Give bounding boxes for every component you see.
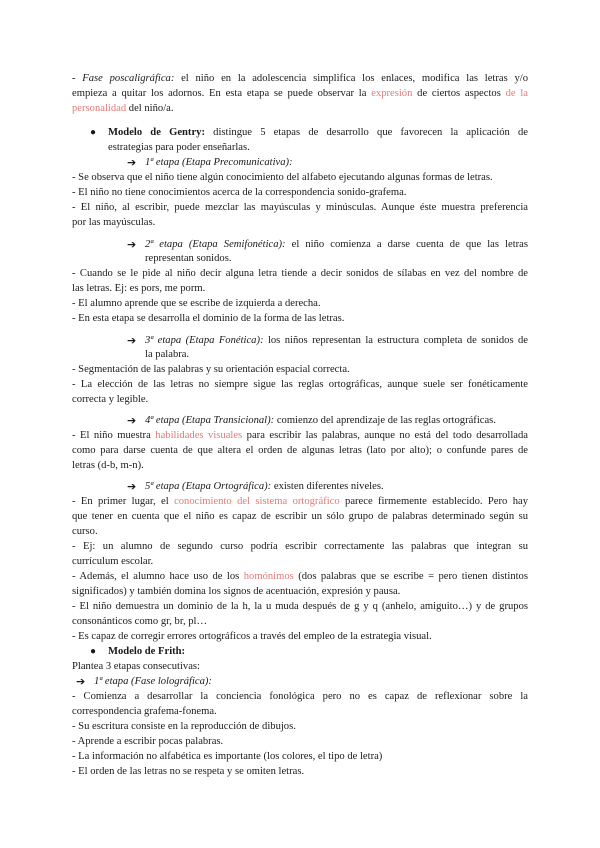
right-arrow-icon: ➔ xyxy=(127,414,137,427)
term-poscaligrafica: Fase poscaligráfica: xyxy=(82,73,175,84)
etapa-3-line: correcta y legible. xyxy=(72,394,149,405)
frith-heading xyxy=(108,645,185,659)
right-arrow-icon: ➔ xyxy=(127,238,137,251)
highlight-habilidades-visuales: habilidades visuales xyxy=(155,430,243,441)
etapa-5-line: currículum escolar. xyxy=(72,556,154,567)
etapa-4-heading xyxy=(145,414,496,428)
dash: - xyxy=(72,73,83,84)
text: 5ª etapa (Etapa Ortográfica): xyxy=(145,481,272,492)
bullet-icon: ● xyxy=(90,646,97,657)
highlight-de-la: de la xyxy=(505,88,528,99)
text: el niño comienza a darse cuenta de que las letras xyxy=(285,239,528,250)
etapa-3-line: - La elección de las letras no siempre sigue las reglas ortográficas, aunque suele ser fonéticamente xyxy=(72,379,528,390)
text: el niño en la adolescencia simplifica los enlaces, modifica las letras y/o xyxy=(174,73,528,84)
right-arrow-icon: ➔ xyxy=(127,156,137,169)
gentry-title: Modelo de Gentry: xyxy=(108,127,205,138)
text: del niño/a. xyxy=(126,103,174,114)
etapa-5-line xyxy=(72,495,528,509)
etapa-1-line: - El niño no tiene conocimientos acerca de la correspondencia sonido-grafema. xyxy=(72,187,407,198)
etapa-2-line: - En esta etapa se desarrolla el dominio de la forma de las letras. xyxy=(72,313,345,324)
frith-etapa-1-line: - Comienza a desarrollar la conciencia fonológica pero no es capaz de reflexionar sobre la xyxy=(72,691,528,702)
etapa-5-line: - Es capaz de corregir errores ortográficos a través del empleo de la estrategia visual. xyxy=(72,631,432,642)
bullet-icon: ● xyxy=(90,127,97,138)
text: 1ª etapa (Etapa Precomunicativa): xyxy=(145,157,293,168)
highlight-conocimiento-sistema-ortografico: conocimiento del sistema ortográfico xyxy=(174,496,340,507)
text: - El niño muestra xyxy=(72,430,156,441)
right-arrow-icon: ➔ xyxy=(127,334,137,347)
etapa-1-line: por las mayúsculas. xyxy=(72,217,156,228)
etapa-4-line: letras (d-b, m-n). xyxy=(72,460,144,471)
frith-title: Modelo de Frith: xyxy=(108,646,186,657)
etapa-4-line: como para darse cuenta de que altera el orden de algunas letras (lato por alto); o confunde pares de xyxy=(72,445,528,456)
text: - Además, el alumno hace uso de los xyxy=(72,571,244,582)
text: 3ª etapa (Etapa Fonética): xyxy=(145,335,264,346)
text: 1ª etapa (Fase lolográfica): xyxy=(94,676,212,687)
etapa-5-line: significados) y también domina los signos de acentuación, expresión y pausa. xyxy=(72,586,401,597)
etapa-3-heading-line-2: la palabra. xyxy=(145,349,190,360)
etapa-5-line: - Ej: un alumno de segundo curso podría escribir correctamente las palabras que integran su xyxy=(72,541,528,552)
etapa-2-heading-line-2: representan sonidos. xyxy=(145,253,232,264)
highlight-homonimos: homónimos xyxy=(243,571,294,582)
etapa-5-line: curso. xyxy=(72,526,98,537)
frith-etapa-1-line: - El orden de las letras no se respeta y se omiten letras. xyxy=(72,766,305,777)
text: 2ª etapa (Etapa Semifonética): xyxy=(145,239,286,250)
etapa-4-line xyxy=(72,429,528,443)
text: existen diferentes niveles. xyxy=(271,481,384,492)
gentry-heading-line-2: estrategias para poder enseñarlas. xyxy=(108,142,250,153)
etapa-2-line: - El alumno aprende que se escribe de izquierda a derecha. xyxy=(72,298,321,309)
frith-etapa-1-line: - Su escritura consiste en la reproducción de dibujos. xyxy=(72,721,296,732)
text: para escribir las palabras, aunque no está del todo desarrollada xyxy=(242,430,529,441)
text: - En primer lugar, el xyxy=(72,496,175,507)
text: distingue 5 etapas de desarrollo que favorecen la aplicación de xyxy=(204,127,528,138)
etapa-1-line: - El niño, al escribir, puede mezclar las mayúsculas y minúsculas. Aunque éste muestra preferencia xyxy=(72,202,528,213)
etapa-2-line: - Cuando se le pide al niño decir alguna letra tiende a decir sonidos de sílabas en vez del nombre de xyxy=(72,268,528,279)
etapa-3-line: - Segmentación de las palabras y su orientación espacial correcta. xyxy=(72,364,350,375)
etapa-5-line: consonánticos como gr, br, pl… xyxy=(72,616,208,627)
frith-etapa-1-title xyxy=(94,675,212,689)
etapa-1-line: - Se observa que el niño tiene algún conocimiento del alfabeto ejecutando algunas formas de letras. xyxy=(72,172,493,183)
text: comienzo del aprendizaje de las reglas ortográficas. xyxy=(274,415,496,426)
text: de ciertos aspectos xyxy=(412,88,506,99)
text: 4ª etapa (Etapa Transicional): xyxy=(145,415,275,426)
frith-intro: Plantea 3 etapas consecutivas: xyxy=(72,661,200,672)
etapa-1-title xyxy=(145,156,293,170)
frith-etapa-1-line: correspondencia grafema-fonema. xyxy=(72,706,217,717)
frith-etapa-1-line: - Aprende a escribir pocas palabras. xyxy=(72,736,224,747)
text: (dos palabras que se escribe = pero tienen distintos xyxy=(293,571,528,582)
poscaligrafica-line-2 xyxy=(72,87,528,101)
etapa-5-line: - El niño demuestra un dominio de la h, la u muda después de g y q (anhelo, amiguito…) y de grupos xyxy=(72,601,528,612)
etapa-2-line: las letras. Ej: es pors, me porm. xyxy=(72,283,206,294)
gentry-heading-line-1 xyxy=(108,126,528,140)
right-arrow-icon: ➔ xyxy=(76,675,86,688)
highlight-expresion: expresión xyxy=(371,88,413,99)
right-arrow-icon: ➔ xyxy=(127,480,137,493)
poscaligrafica-line-3 xyxy=(72,102,174,116)
etapa-3-heading-line-1 xyxy=(145,334,528,348)
text: parece firmemente establecido. Pero hay xyxy=(339,496,528,507)
highlight-personalidad: personalidad xyxy=(72,103,127,114)
text: los niños representan la estructura completa de sonidos de xyxy=(263,335,528,346)
etapa-5-line: que tener en cuenta que el niño es capaz de escribir un sólo grupo de palabras determinado según su xyxy=(72,511,528,522)
etapa-2-heading-line-1 xyxy=(145,238,528,252)
etapa-5-line xyxy=(72,570,528,584)
etapa-5-heading xyxy=(145,480,384,494)
poscaligrafica-line-1 xyxy=(72,72,528,86)
frith-etapa-1-line: - La información no alfabética es importante (los colores, el tipo de letra) xyxy=(72,751,383,762)
text: empieza a quitar los adornos. En esta etapa se puede observar la xyxy=(72,88,372,99)
